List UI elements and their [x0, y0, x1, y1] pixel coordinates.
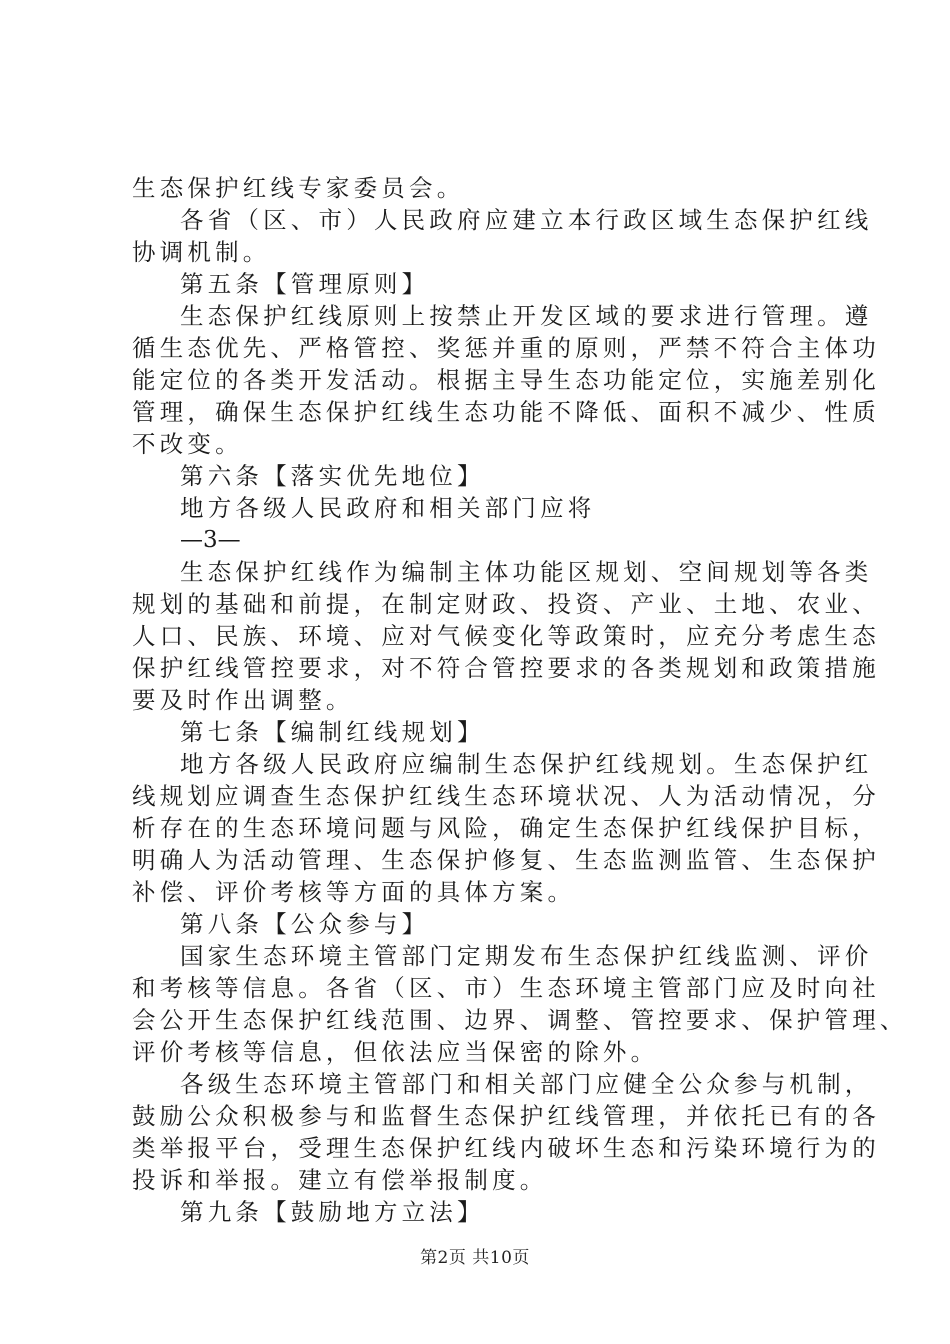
text-line: 协调机制。 [132, 238, 271, 266]
text-line: 各省（区、市）人民政府应建立本行政区域生态保护红线 [180, 206, 873, 234]
page-footer: 第2页 共10页 [420, 1248, 530, 1268]
text-line: 第八条【公众参与】 [180, 910, 430, 938]
text-line: 循生态优先、严格管控、奖惩并重的原则，严禁不符合主体功 [132, 334, 880, 362]
text-line: 评价考核等信息，但依法应当保密的除外。 [132, 1038, 659, 1066]
text-line: 保护红线管控要求，对不符合管控要求的各类规划和政策措施 [132, 654, 880, 682]
text-line: 第七条【编制红线规划】 [180, 718, 485, 746]
text-line: 第五条【管理原则】 [180, 270, 430, 298]
text-line: 析存在的生态环境问题与风险，确定生态保护红线保护目标， [132, 814, 880, 842]
text-line: 和考核等信息。各省（区、市）生态环境主管部门应及时向社 [132, 974, 880, 1002]
text-line: 鼓励公众积极参与和监督生态保护红线管理，并依托已有的各 [132, 1102, 880, 1130]
text-line: 要及时作出调整。 [132, 686, 354, 714]
text-line: 国家生态环境主管部门定期发布生态保护红线监测、评价 [180, 942, 873, 970]
text-line: 明确人为活动管理、生态保护修复、生态监测监管、生态保护 [132, 846, 880, 874]
text-line: 管理，确保生态保护红线生态功能不降低、面积不减少、性质 [132, 398, 880, 426]
text-line: 第九条【鼓励地方立法】 [180, 1198, 485, 1226]
document-body [132, 172, 908, 1228]
text-line: 补偿、评价考核等方面的具体方案。 [132, 878, 576, 906]
text-line: 生态保护红线专家委员会。 [132, 174, 465, 202]
text-line: 会公开生态保护红线范围、边界、调整、管控要求、保护管理、 [132, 1006, 908, 1034]
text-line: 规划的基础和前提，在制定财政、投资、产业、土地、农业、 [132, 590, 880, 618]
text-line: 人口、民族、环境、应对气候变化等政策时，应充分考虑生态 [132, 622, 880, 650]
text-line: 不改变。 [132, 430, 243, 458]
text-line: 能定位的各类开发活动。根据主导生态功能定位，实施差别化 [132, 366, 880, 394]
text-line: 各级生态环境主管部门和相关部门应健全公众参与机制， [180, 1070, 873, 1098]
page-number-marker: —3— [180, 527, 241, 553]
text-line: 线规划应调查生态保护红线生态环境状况、人为活动情况，分 [132, 782, 880, 810]
text-line: 地方各级人民政府应编制生态保护红线规划。生态保护红 [180, 750, 873, 778]
text-line: 第六条【落实优先地位】 [180, 462, 485, 490]
text-line: 投诉和举报。建立有偿举报制度。 [132, 1166, 548, 1194]
text-line: 地方各级人民政府和相关部门应将 [180, 494, 596, 522]
text-line: 生态保护红线原则上按禁止开发区域的要求进行管理。遵 [180, 302, 873, 330]
text-line: 类举报平台，受理生态保护红线内破坏生态和污染环境行为的 [132, 1134, 880, 1162]
text-line: 生态保护红线作为编制主体功能区规划、空间规划等各类 [180, 558, 873, 586]
